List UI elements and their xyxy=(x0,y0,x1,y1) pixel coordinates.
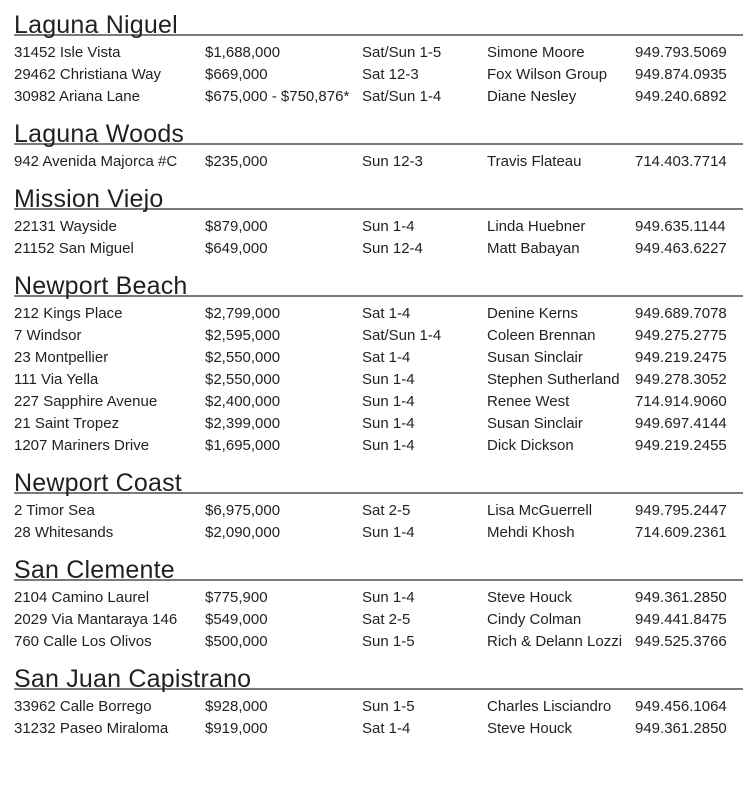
open-house-time: Sun 1-4 xyxy=(362,589,415,606)
agent-name: Stephen Sutherland xyxy=(487,371,620,388)
open-house-time: Sat/Sun 1-4 xyxy=(362,88,442,105)
agent-phone: 949.795.2447 xyxy=(635,502,727,519)
agent-name: Mehdi Khosh xyxy=(487,524,575,541)
listing-price: $6,975,000 xyxy=(205,502,281,519)
listing-row xyxy=(14,42,743,64)
agent-phone: 714.609.2361 xyxy=(635,524,727,541)
listing-row xyxy=(14,238,743,260)
listing-price: $1,688,000 xyxy=(205,44,281,61)
listing-address: 22131 Wayside xyxy=(14,218,117,235)
agent-name: Renee West xyxy=(487,393,570,410)
agent-name: Diane Nesley xyxy=(487,88,577,105)
agent-phone: 949.463.6227 xyxy=(635,240,727,257)
listing-row xyxy=(14,500,743,522)
agent-phone: 714.914.9060 xyxy=(635,393,727,410)
agent-name: Linda Huebner xyxy=(487,218,586,235)
city-header xyxy=(14,121,743,148)
open-house-time: Sun 1-5 xyxy=(362,698,415,715)
listing-row xyxy=(14,86,743,108)
agent-name: Dick Dickson xyxy=(487,437,574,454)
listing-price: $669,000 xyxy=(205,66,268,83)
listing-row xyxy=(14,303,743,325)
open-house-time: Sat/Sun 1-5 xyxy=(362,44,442,61)
agent-phone: 949.456.1064 xyxy=(635,698,727,715)
listing-address: 942 Avenida Majorca #C xyxy=(14,153,178,170)
agent-phone: 949.278.3052 xyxy=(635,371,727,388)
listing-price: $928,000 xyxy=(205,698,268,715)
listing-address: 1207 Mariners Drive xyxy=(14,437,150,454)
listing-price: $2,090,000 xyxy=(205,524,281,541)
agent-name: Steve Houck xyxy=(487,720,573,737)
open-house-time: Sat 12-3 xyxy=(362,66,419,83)
city-title: Newport Coast xyxy=(14,469,182,497)
listing-price: $2,595,000 xyxy=(205,327,281,344)
listing-row xyxy=(14,696,743,718)
agent-phone: 949.361.2850 xyxy=(635,589,727,606)
listing-rows xyxy=(14,584,743,653)
agent-name: Travis Flateau xyxy=(487,153,582,170)
agent-phone: 949.361.2850 xyxy=(635,720,727,737)
open-house-time: Sun 1-4 xyxy=(362,415,415,432)
city-title: Laguna Niguel xyxy=(14,11,178,39)
listing-address: 23 Montpellier xyxy=(14,349,109,366)
listing-rows xyxy=(14,148,743,173)
listing-price: $649,000 xyxy=(205,240,268,257)
listing-row xyxy=(14,216,743,238)
listing-address: 2104 Camino Laurel xyxy=(14,589,150,606)
open-house-time: Sat 1-4 xyxy=(362,349,411,366)
agent-phone: 949.689.7078 xyxy=(635,305,727,322)
city-section xyxy=(14,470,743,544)
open-house-time: Sun 1-5 xyxy=(362,633,415,650)
listing-price: $2,400,000 xyxy=(205,393,281,410)
agent-phone: 949.219.2475 xyxy=(635,349,727,366)
listing-row xyxy=(14,435,743,457)
open-house-time: Sun 12-4 xyxy=(362,240,423,257)
city-title: Mission Viejo xyxy=(14,185,164,213)
listing-address: 212 Kings Place xyxy=(14,305,123,322)
agent-phone: 949.635.1144 xyxy=(635,218,726,235)
city-header xyxy=(14,12,743,39)
city-header xyxy=(14,557,743,584)
listing-price: $2,550,000 xyxy=(205,371,281,388)
city-section xyxy=(14,557,743,653)
listing-row xyxy=(14,718,743,740)
open-house-time: Sun 1-4 xyxy=(362,393,415,410)
listing-price: $2,550,000 xyxy=(205,349,281,366)
open-house-time: Sat 2-5 xyxy=(362,611,411,628)
listing-price: $919,000 xyxy=(205,720,268,737)
listing-address: 111 Via Yella xyxy=(14,371,99,388)
agent-phone: 949.874.0935 xyxy=(635,66,727,83)
listing-row xyxy=(14,325,743,347)
city-section xyxy=(14,273,743,457)
listing-price: $775,900 xyxy=(205,589,268,606)
city-header xyxy=(14,273,743,300)
listing-row xyxy=(14,609,743,631)
listing-address: 30982 Ariana Lane xyxy=(14,88,140,105)
listing-row xyxy=(14,587,743,609)
agent-phone: 949.525.3766 xyxy=(635,633,727,650)
listing-address: 21152 San Miguel xyxy=(14,240,134,257)
open-house-time: Sun 1-4 xyxy=(362,371,415,388)
open-house-time: Sun 1-4 xyxy=(362,524,415,541)
agent-name: Fox Wilson Group xyxy=(487,66,608,83)
listing-price: $500,000 xyxy=(205,633,268,650)
listing-address: 28 Whitesands xyxy=(14,524,114,541)
listing-row xyxy=(14,631,743,653)
listing-row xyxy=(14,522,743,544)
listing-address: 760 Calle Los Olivos xyxy=(14,633,152,650)
city-title: San Clemente xyxy=(14,556,175,584)
agent-name: Charles Lisciandro xyxy=(487,698,612,715)
listing-address: 29462 Christiana Way xyxy=(14,66,162,83)
listing-address: 7 Windsor xyxy=(14,327,82,344)
listing-price: $235,000 xyxy=(205,153,268,170)
agent-name: Rich & Delann Lozzi xyxy=(487,633,623,650)
open-house-time: Sun 1-4 xyxy=(362,218,415,235)
listing-price: $675,000 - $750,876* xyxy=(205,88,350,105)
agent-name: Susan Sinclair xyxy=(487,415,583,432)
agent-phone: 949.697.4144 xyxy=(635,415,727,432)
city-title: Laguna Woods xyxy=(14,120,185,148)
listing-address: 227 Sapphire Avenue xyxy=(14,393,158,410)
listing-row xyxy=(14,64,743,86)
listing-row xyxy=(14,413,743,435)
listing-rows xyxy=(14,497,743,544)
open-house-time: Sat/Sun 1-4 xyxy=(362,327,442,344)
listing-row xyxy=(14,151,743,173)
agent-name: Lisa McGuerrell xyxy=(487,502,593,519)
agent-phone: 949.441.8475 xyxy=(635,611,727,628)
agent-phone: 949.793.5069 xyxy=(635,44,727,61)
listing-row xyxy=(14,391,743,413)
agent-name: Steve Houck xyxy=(487,589,573,606)
listing-address: 33962 Calle Borrego xyxy=(14,698,152,715)
listing-address: 2029 Via Mantaraya 146 xyxy=(14,611,178,628)
listing-price: $549,000 xyxy=(205,611,268,628)
agent-name: Coleen Brennan xyxy=(487,327,596,344)
listing-price: $2,799,000 xyxy=(205,305,281,322)
agent-phone: 714.403.7714 xyxy=(635,153,727,170)
agent-name: Matt Babayan xyxy=(487,240,580,257)
city-header xyxy=(14,186,743,213)
city-section xyxy=(14,666,743,740)
listing-rows xyxy=(14,693,743,740)
listing-address: 2 Timor Sea xyxy=(14,502,95,519)
listing-price: $2,399,000 xyxy=(205,415,281,432)
listing-price: $879,000 xyxy=(205,218,268,235)
agent-phone: 949.219.2455 xyxy=(635,437,727,454)
listing-row xyxy=(14,347,743,369)
listing-rows xyxy=(14,39,743,108)
open-house-time: Sat 1-4 xyxy=(362,305,411,322)
listing-price: $1,695,000 xyxy=(205,437,281,454)
open-house-time: Sat 2-5 xyxy=(362,502,411,519)
listing-row xyxy=(14,369,743,391)
listing-address: 31452 Isle Vista xyxy=(14,44,121,61)
city-title: Newport Beach xyxy=(14,272,188,300)
agent-name: Susan Sinclair xyxy=(487,349,583,366)
city-header xyxy=(14,470,743,497)
agent-phone: 949.240.6892 xyxy=(635,88,727,105)
agent-name: Cindy Colman xyxy=(487,611,582,628)
open-house-time: Sun 1-4 xyxy=(362,437,415,454)
agent-name: Simone Moore xyxy=(487,44,585,61)
agent-name: Denine Kerns xyxy=(487,305,578,322)
listing-rows xyxy=(14,213,743,260)
agent-phone: 949.275.2775 xyxy=(635,327,727,344)
city-section xyxy=(14,12,743,108)
city-header xyxy=(14,666,743,693)
listing-rows xyxy=(14,300,743,457)
listing-address: 31232 Paseo Miraloma xyxy=(14,720,169,737)
city-title: San Juan Capistrano xyxy=(14,665,252,693)
open-house-time: Sat 1-4 xyxy=(362,720,411,737)
city-section xyxy=(14,186,743,260)
listing-address: 21 Saint Tropez xyxy=(14,415,120,432)
city-section xyxy=(14,121,743,173)
open-house-time: Sun 12-3 xyxy=(362,153,423,170)
